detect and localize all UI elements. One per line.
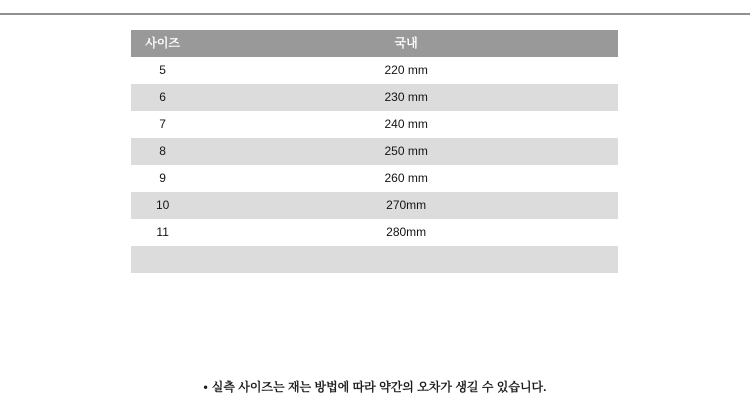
table-row bbox=[131, 111, 618, 138]
size-cell-empty bbox=[131, 246, 194, 273]
size-cell: 11 bbox=[156, 225, 169, 239]
table-row bbox=[131, 84, 618, 111]
header-row bbox=[131, 30, 618, 57]
domestic-cell: 270mm bbox=[194, 192, 618, 219]
domestic-cell: 220 mm bbox=[384, 63, 428, 77]
bullet-icon: • bbox=[203, 380, 208, 394]
domestic-cell: 260 mm bbox=[384, 171, 428, 185]
size-cell: 7 bbox=[159, 117, 166, 131]
top-divider bbox=[0, 13, 750, 15]
domestic-cell: 230 mm bbox=[194, 84, 618, 111]
footer-note-text: 실측 사이즈는 재는 방법에 따라 약간의 오차가 생길 수 있습니다. bbox=[211, 380, 547, 394]
domestic-cell-empty bbox=[194, 246, 618, 273]
domestic-cell: 280mm bbox=[386, 225, 427, 239]
table-row bbox=[131, 138, 618, 165]
table-row bbox=[131, 165, 618, 192]
size-cell: 6 bbox=[131, 84, 194, 111]
size-chart-header bbox=[131, 30, 618, 57]
table-row bbox=[131, 192, 618, 219]
column-header-size: 사이즈 bbox=[131, 30, 194, 57]
size-cell: 8 bbox=[131, 138, 194, 165]
size-cell: 5 bbox=[159, 63, 166, 77]
domestic-cell: 250 mm bbox=[194, 138, 618, 165]
size-chart-table bbox=[131, 30, 618, 273]
column-header-domestic: 국내 bbox=[194, 30, 618, 57]
size-cell: 9 bbox=[159, 171, 166, 185]
footer-note bbox=[0, 379, 750, 395]
domestic-cell: 240 mm bbox=[384, 117, 428, 131]
table-row bbox=[131, 219, 618, 246]
size-chart-body bbox=[131, 57, 618, 273]
table-row bbox=[131, 57, 618, 84]
size-cell: 10 bbox=[131, 192, 194, 219]
table-row-empty bbox=[131, 246, 618, 273]
